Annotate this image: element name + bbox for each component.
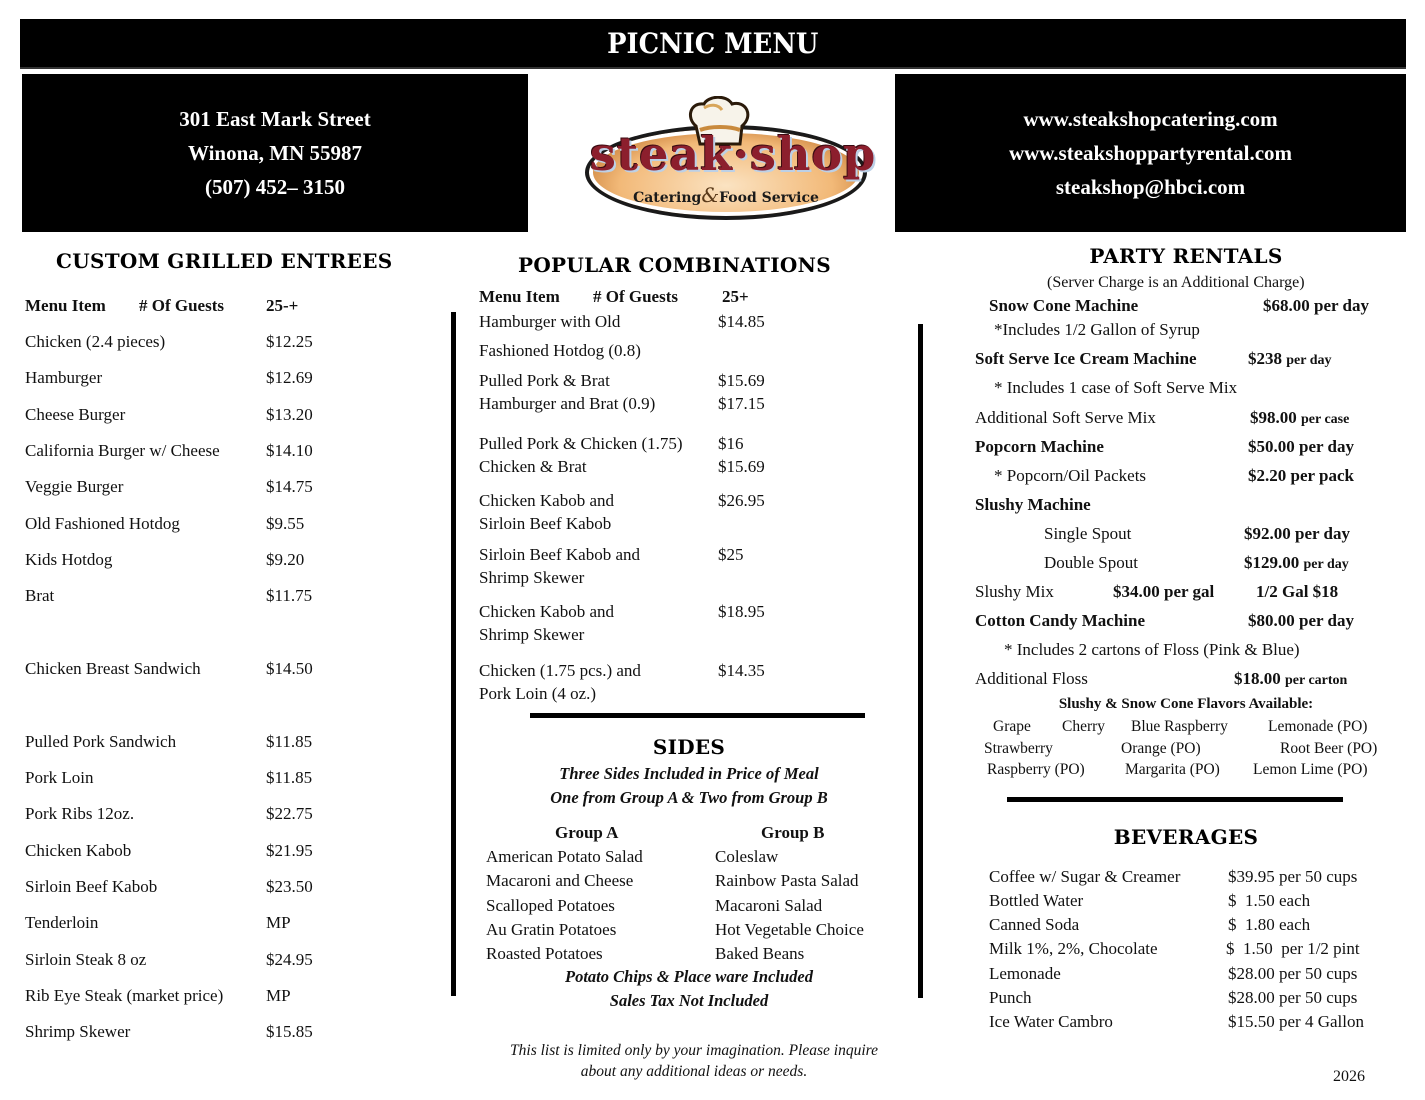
entree-name: Rib Eye Steak (market price) (25, 986, 224, 1005)
flavors-heading: Slushy & Snow Cone Flavors Available: (1058, 696, 1314, 712)
logo-tagline (590, 183, 862, 207)
entree-price: $14.50 (266, 659, 313, 678)
flavor-item: Lemon Lime (PO) (1253, 761, 1368, 778)
entree-name: Shrimp Skewer (25, 1022, 131, 1041)
entree-name: Veggie Burger (25, 477, 124, 496)
combo-price: $18.95 (718, 602, 765, 621)
combo-name: Sirloin Beef Kabob and (479, 545, 640, 564)
rental-snow-cone-name: Snow Cone Machine (989, 296, 1139, 315)
combo-price: $25 (718, 545, 744, 564)
divider-vertical-left (451, 312, 456, 996)
combo-price: $14.35 (718, 661, 765, 680)
entree-name: Pork Ribs 12oz. (25, 804, 135, 823)
rental-soft-serve-price: $238 (1248, 349, 1282, 368)
entree-price: $11.85 (266, 768, 313, 787)
entree-price: $24.95 (266, 950, 313, 969)
combo-name-cont: Fashioned Hotdog (0.8) (479, 341, 641, 360)
combo-price: $16 (718, 434, 744, 453)
side-item: Macaroni and Cheese (486, 871, 634, 890)
beverage-price: $ 1.50 each (1228, 891, 1311, 910)
combo-name: Pulled Pork & Brat (479, 371, 610, 390)
rental-popcorn-name: Popcorn Machine (975, 437, 1104, 456)
side-item: Baked Beans (715, 944, 805, 963)
combo-name-cont: Sirloin Beef Kabob (479, 514, 612, 533)
entree-price: $12.69 (266, 368, 313, 387)
combo-name-cont: Shrimp Skewer (479, 568, 585, 587)
rental-cotton-candy-price: $80.00 per day (1248, 611, 1354, 630)
combo-name: Hamburger with Old (479, 312, 621, 331)
rental-soft-serve-note: * Includes 1 case of Soft Serve Mix (994, 378, 1238, 397)
combos-col-guests: # Of Guests (593, 287, 678, 306)
closing-note (470, 1040, 918, 1082)
address-line1: 301 East Mark Street (179, 107, 371, 131)
sides-note-2: One from Group A & Two from Group B (550, 788, 828, 807)
rental-soft-serve-price-group (1248, 349, 1332, 369)
combos-col-price: 25+ (722, 287, 749, 306)
beverage-name: Punch (989, 988, 1032, 1007)
entree-price: MP (266, 913, 291, 932)
rental-single-spout-price: $92.00 per day (1244, 524, 1350, 543)
logo-tagline-right: Food Service (719, 190, 819, 206)
entrees-col-item: Menu Item (25, 296, 106, 315)
combo-name: Pulled Pork & Chicken (1.75) (479, 434, 683, 453)
entree-name: California Burger w/ Cheese (25, 441, 220, 460)
rental-slushy-name: Slushy Machine (975, 495, 1091, 514)
side-item: Scalloped Potatoes (486, 896, 615, 915)
group-a-label: Group A (555, 823, 619, 842)
combo-name-cont: Pork Loin (4 oz.) (479, 684, 597, 703)
rental-slushy-mix-name: Slushy Mix (975, 582, 1054, 601)
beverage-name: Canned Soda (989, 915, 1080, 934)
page-title: PICNIC MENU (607, 26, 819, 60)
flavor-item: Root Beer (PO) (1280, 740, 1378, 757)
beverage-name: Bottled Water (989, 891, 1084, 910)
sides-footer-1: Potato Chips & Place ware Included (565, 967, 813, 986)
beverage-price: $15.50 per 4 Gallon (1228, 1012, 1364, 1031)
combo-name: Chicken (1.75 pcs.) and (479, 661, 641, 680)
divider-horizontal-beverages (1007, 797, 1343, 802)
entree-name: Cheese Burger (25, 405, 126, 424)
combo-name: Chicken Kabob and (479, 491, 615, 510)
beverages-heading: BEVERAGES (1113, 825, 1259, 849)
entree-price: $21.95 (266, 841, 313, 860)
group-b-label: Group B (761, 823, 825, 842)
entree-name: Pulled Pork Sandwich (25, 732, 177, 751)
combo-name-cont: Shrimp Skewer (479, 625, 585, 644)
combos-col-item: Menu Item (479, 287, 560, 306)
entrees-heading: CUSTOM GRILLED ENTREES (56, 249, 393, 273)
divider-vertical-right (918, 324, 923, 998)
sides-footer-2: Sales Tax Not Included (609, 991, 769, 1010)
entree-name: Hamburger (25, 368, 103, 387)
combinations-heading: POPULAR COMBINATIONS (518, 253, 831, 277)
beverage-price: $28.00 per 50 cups (1228, 988, 1358, 1007)
rental-snow-cone-note: *Includes 1/2 Gallon of Syrup (994, 320, 1200, 339)
rental-cotton-candy-note: * Includes 2 cartons of Floss (Pink & Blue) (1004, 640, 1300, 659)
rental-soft-serve-mix-name: Additional Soft Serve Mix (975, 408, 1156, 427)
side-item: Au Gratin Potatoes (486, 920, 617, 939)
sides-heading: SIDES (652, 735, 726, 759)
rental-floss-unit: per carton (1285, 673, 1348, 688)
combo-price: $17.15 (718, 394, 765, 413)
flavor-item: Lemonade (PO) (1268, 718, 1368, 735)
rental-soft-serve-unit: per day (1286, 353, 1332, 368)
rental-soft-serve-mix-price: $98.00 (1250, 408, 1297, 427)
phone: (507) 452– 3150 (205, 175, 345, 199)
closing-note-line2: about any additional ideas or needs. (580, 1063, 808, 1080)
entree-price: $11.75 (266, 586, 313, 605)
divider-horizontal-sides (530, 713, 865, 718)
entree-price: $23.50 (266, 877, 313, 896)
flavor-item: Raspberry (PO) (987, 761, 1085, 778)
closing-note-line1: This list is limited only by your imagination. Please inquire (510, 1042, 878, 1059)
entree-name: Pork Loin (25, 768, 94, 787)
rental-double-spout-unit: per day (1303, 557, 1349, 572)
rental-slushy-mix-price-gal: $34.00 per gal (1113, 582, 1215, 601)
flavor-item: Grape (993, 718, 1031, 735)
beverage-name: Ice Water Cambro (989, 1012, 1113, 1031)
side-item: Coleslaw (715, 847, 779, 866)
rental-double-spout-price: $129.00 (1244, 553, 1300, 572)
entree-name: Chicken (2.4 pieces) (25, 332, 166, 351)
side-item: Hot Vegetable Choice (715, 920, 864, 939)
combo-name: Chicken Kabob and (479, 602, 615, 621)
entree-name: Chicken Kabob (25, 841, 132, 860)
logo-ampersand: & (701, 183, 720, 207)
rental-soft-serve-mix-unit: per case (1301, 412, 1350, 427)
web-contact-block (895, 74, 1406, 232)
entree-name: Old Fashioned Hotdog (25, 514, 180, 533)
entree-price: $11.85 (266, 732, 313, 751)
title-bar (20, 19, 1406, 69)
entree-price: $15.85 (266, 1022, 313, 1041)
rental-double-spout-name: Double Spout (1044, 553, 1138, 572)
beverage-name: Coffee w/ Sugar & Creamer (989, 867, 1181, 886)
entrees-col-price: 25-+ (266, 296, 299, 315)
rental-double-spout-price-group (1244, 553, 1349, 573)
entree-name: Kids Hotdog (25, 550, 113, 569)
entree-name: Tenderloin (25, 913, 99, 932)
combo-price: $14.85 (718, 312, 765, 331)
flavor-item: Orange (PO) (1121, 740, 1201, 757)
entree-price: $14.10 (266, 441, 313, 460)
side-item: Roasted Potatoes (486, 944, 603, 963)
entree-name: Sirloin Steak 8 oz (25, 950, 147, 969)
entree-price: $13.20 (266, 405, 313, 424)
website-catering-link[interactable]: www.steakshopcatering.com (1023, 107, 1278, 131)
rentals-subheading: (Server Charge is an Additional Charge) (1047, 274, 1305, 291)
entree-price: $12.25 (266, 332, 313, 351)
flavor-item: Margarita (PO) (1125, 761, 1220, 778)
rental-floss-name: Additional Floss (975, 669, 1088, 688)
flavor-item: Strawberry (984, 740, 1053, 757)
beverage-price: $ 1.50 per 1/2 pint (1226, 939, 1360, 958)
entree-price: $9.55 (266, 514, 305, 533)
entree-price: $14.75 (266, 477, 313, 496)
website-rental-link[interactable]: www.steakshoppartyrental.com (1008, 141, 1293, 165)
rental-floss-price: $18.00 (1234, 669, 1281, 688)
rental-popcorn-packets-name: * Popcorn/Oil Packets (994, 466, 1147, 485)
address-line2: Winona, MN 55987 (187, 141, 363, 165)
rental-floss-price-group (1234, 669, 1347, 689)
side-item: Rainbow Pasta Salad (715, 871, 859, 890)
rental-soft-serve-name: Soft Serve Ice Cream Machine (975, 349, 1197, 368)
rental-popcorn-price: $50.00 per day (1248, 437, 1354, 456)
rental-popcorn-packets-price: $2.20 per pack (1248, 466, 1354, 485)
logo-wordmark: steak·shop (590, 127, 877, 181)
entree-name: Chicken Breast Sandwich (25, 659, 201, 678)
combo-name: Chicken & Brat (479, 457, 587, 476)
menu-year: 2026 (1333, 1068, 1365, 1085)
side-item: American Potato Salad (486, 847, 643, 866)
entrees-col-guests: # Of Guests (139, 296, 224, 315)
beverage-name: Lemonade (989, 964, 1061, 983)
email-link[interactable]: steakshop@hbci.com (1055, 175, 1246, 199)
entree-name: Sirloin Beef Kabob (25, 877, 158, 896)
beverage-price: $ 1.80 each (1228, 915, 1311, 934)
entree-price: MP (266, 986, 291, 1005)
flavor-item: Cherry (1062, 718, 1106, 735)
rental-soft-serve-mix-price-group (1250, 408, 1349, 428)
side-item: Macaroni Salad (715, 896, 823, 915)
rentals-heading: PARTY RENTALS (1089, 244, 1283, 268)
rental-snow-cone-price: $68.00 per day (1263, 296, 1369, 315)
rental-slushy-mix-price-half: 1/2 Gal $18 (1256, 582, 1339, 601)
flavor-item: Blue Raspberry (1131, 718, 1228, 735)
combo-name: Hamburger and Brat (0.9) (479, 394, 656, 413)
beverage-price: $28.00 per 50 cups (1228, 964, 1358, 983)
beverage-price: $39.95 per 50 cups (1228, 867, 1358, 886)
rental-cotton-candy-name: Cotton Candy Machine (975, 611, 1146, 630)
beverage-name: Milk 1%, 2%, Chocolate (989, 939, 1158, 958)
entree-price: $22.75 (266, 804, 313, 823)
sides-note-1: Three Sides Included in Price of Meal (559, 764, 819, 783)
entree-name: Brat (25, 586, 55, 605)
combo-price: $15.69 (718, 457, 765, 476)
logo-tagline-left: Catering (633, 190, 702, 206)
rental-single-spout-name: Single Spout (1044, 524, 1132, 543)
combo-price: $26.95 (718, 491, 765, 510)
address-block (22, 74, 528, 232)
entree-price: $9.20 (266, 550, 305, 569)
combo-price: $15.69 (718, 371, 765, 390)
